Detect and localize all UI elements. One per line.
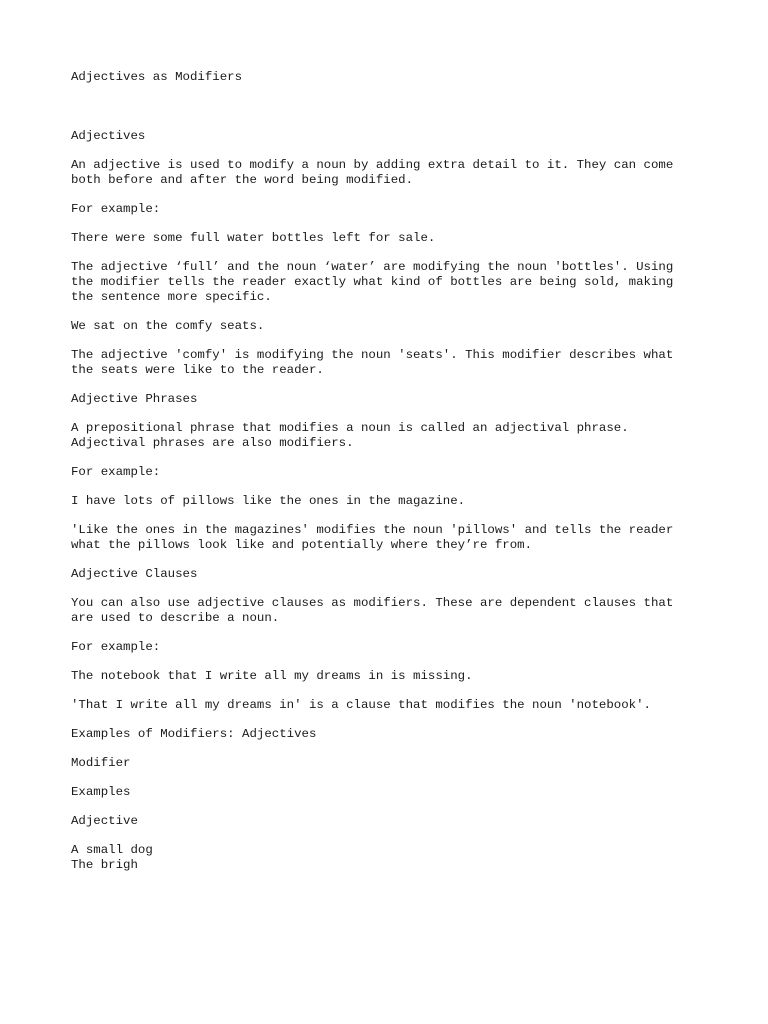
table-cell-adjective: Adjective — [71, 814, 138, 828]
section-heading-adjective-phrases: Adjective Phrases — [71, 392, 198, 406]
section-heading-adjectives: Adjectives — [71, 129, 146, 143]
example-sentence: I have lots of pillows like the ones in the magazine. — [71, 494, 466, 508]
example-sentence: We sat on the comfy seats. — [71, 319, 265, 333]
paragraph-explanation: The adjective 'comfy' is modifying the noun 'seats'. This modifier describes what the seats were like to the reader. — [71, 348, 674, 377]
example-sentence: The notebook that I write all my dreams in is missing. — [71, 669, 473, 683]
section-heading-examples: Examples of Modifiers: Adjectives — [71, 727, 317, 741]
document-page — [71, 70, 711, 873]
paragraph-for-example: For example: — [71, 640, 161, 654]
paragraph-for-example: For example: — [71, 465, 161, 479]
table-header-examples: Examples — [71, 785, 131, 799]
section-heading-adjective-clauses: Adjective Clauses — [71, 567, 198, 581]
document-title: Adjectives as Modifiers — [71, 70, 243, 84]
example-sentence: There were some full water bottles left for sale. — [71, 231, 436, 245]
paragraph-for-example: For example: — [71, 202, 161, 216]
table-header-modifier: Modifier — [71, 756, 131, 770]
table-cell-examples: A small dog The brigh — [71, 843, 153, 872]
paragraph-clause-definition: You can also use adjective clauses as modifiers. These are dependent clauses that are used to describe a noun. — [71, 596, 674, 625]
paragraph-explanation: 'That I write all my dreams in' is a clause that modifies the noun 'notebook'. — [71, 698, 651, 712]
paragraph-explanation: 'Like the ones in the magazines' modifies the noun 'pillows' and tells the reader what the pillows look like and potentially where they’re from. — [71, 523, 674, 552]
paragraph-phrase-definition: A prepositional phrase that modifies a noun is called an adjectival phrase. Adjectival phrases are also modifiers. — [71, 421, 629, 450]
paragraph-explanation: The adjective ‘full’ and the noun ‘water’ are modifying the noun 'bottles'. Using the modifier tells the reader exactly what kind of bottles are being sold, making the sentence more specific. — [71, 260, 674, 304]
paragraph-adjective-definition: An adjective is used to modify a noun by adding extra detail to it. They can come both before and after the word being modified. — [71, 158, 674, 187]
